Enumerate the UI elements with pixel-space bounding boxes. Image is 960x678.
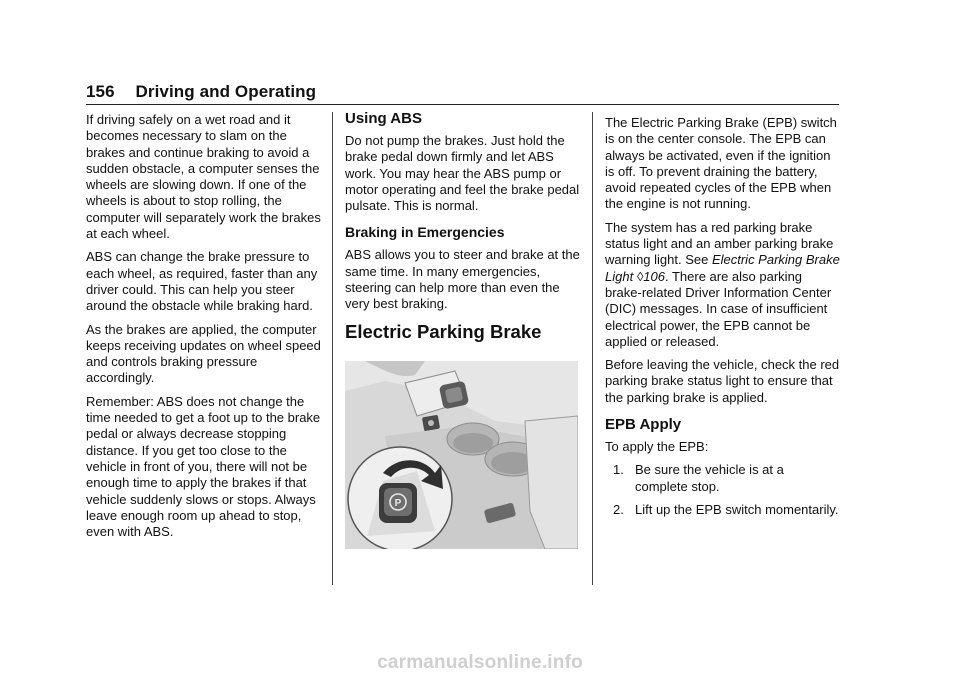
page-ref-symbol-icon: ◊	[636, 268, 644, 284]
paragraph: Before leaving the vehicle, check the red parking brake status light to ensure that the parking brake is applied.	[605, 357, 840, 405]
heading-electric-parking-brake: Electric Parking Brake	[345, 320, 542, 342]
paragraph: ABS can change the brake pressure to each wheel, as required, faster than any driver could. This can help you steer around the obstacle while braking hard.	[86, 249, 318, 314]
list-item	[605, 502, 840, 518]
svg-text:P: P	[394, 497, 402, 509]
text-run: . There are also parking brake-related Driver Information Center (DIC) messages. In case of insufficient electrical power, the EPB cannot be applied or released.	[605, 268, 832, 349]
column-2	[345, 110, 580, 549]
page-header	[86, 82, 316, 102]
heading-epb-apply: EPB Apply	[605, 416, 682, 434]
paragraph: If driving safely on a wet road and it becomes necessary to slam on the brakes and continue braking to avoid a sudden obstacle, a computer senses the wheels are slowing down. If one of the wheels is about to stop rolling, the computer will separately work the brakes at each wheel.	[86, 112, 321, 242]
heading-using-abs: Using ABS	[345, 110, 422, 127]
steps-list	[605, 462, 840, 518]
section-title: Driving and Operating	[135, 82, 317, 101]
column-3	[605, 115, 840, 525]
epb-switch-illustration	[345, 361, 578, 549]
paragraph: ABS allows you to steer and brake at the same time. In many emergencies, steering can help more than even the very best braking.	[345, 247, 580, 312]
text-run: The system has a red parking brake status light and an amber parking brake warning light. See	[605, 219, 834, 268]
reference-title: Electric Parking Brake Light	[605, 252, 840, 284]
heading-braking-emergencies: Braking in Emergencies	[345, 224, 505, 241]
paragraph	[605, 220, 840, 350]
column-divider-right	[592, 112, 593, 585]
list-item	[605, 462, 840, 495]
paragraph: As the brakes are applied, the computer keeps receiving updates on wheel speed and controls braking pressure accordingly.	[86, 321, 321, 386]
step-number: 1.	[613, 462, 624, 478]
paragraph: Do not pump the brakes. Just hold the brake pedal down firmly and let ABS work. You may hear the ABS pump or motor operating and feel the brake pedal pulsate. This is normal.	[345, 133, 580, 214]
watermark: carmanualsonline.info	[377, 652, 583, 673]
column-1	[86, 112, 321, 547]
paragraph: To apply the EPB:	[605, 439, 709, 455]
header-rule	[86, 104, 839, 105]
step-text: Be sure the vehicle is at a complete stop.	[635, 462, 784, 494]
step-text: Lift up the EPB switch momentarily.	[635, 501, 839, 517]
paragraph: Remember: ABS does not change the time needed to get a foot up to the brake pedal or always decrease stopping distance. If you get too close to the vehicle in front of you, there will not be enough time to apply the brakes if that vehicle suddenly slows or stops. Always leave enough room up ahead to stop, even with ABS.	[86, 393, 321, 540]
step-number: 2.	[613, 501, 624, 517]
page-number: 156	[86, 82, 115, 101]
reference-page: 106	[643, 268, 665, 284]
paragraph: The Electric Parking Brake (EPB) switch is on the center console. The EPB can always be activated, even if the ignition is off. To prevent draining the battery, avoid repeated cycles of the EPB when the engine is not running.	[605, 115, 837, 212]
column-divider-left	[332, 112, 333, 585]
